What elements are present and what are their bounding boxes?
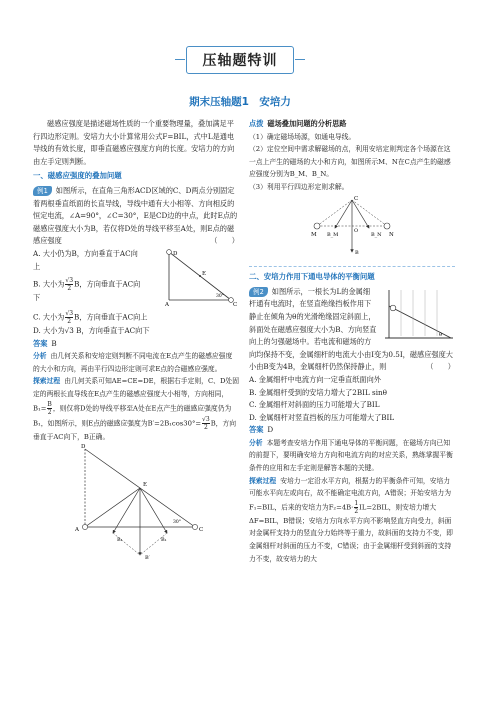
point-label: 点拨 (249, 119, 264, 128)
answer-value: D (267, 425, 274, 435)
right-column (249, 118, 455, 565)
label-angle: 30° (173, 520, 181, 526)
explore-label: 探索过程 (249, 476, 277, 485)
page-banner: 压轴题特训 (186, 46, 294, 74)
fraction (65, 277, 73, 292)
fraction-numerator: √3 (65, 309, 74, 317)
fraction-numerator: B (47, 400, 52, 408)
example-2-block (249, 286, 455, 374)
point-step-2: （2）定位空间中需求解磁场的点，利用安培定则判定各个场源在这一点上产生的磁场的大小和方向，如图所示M、N在C点产生的磁感应强度分别为B_M、B_N。 (249, 145, 451, 179)
analysis-paragraph (249, 437, 455, 475)
explore-paragraph (33, 375, 239, 443)
label-d: D (173, 250, 178, 257)
label-a: A (165, 301, 169, 308)
option-b (33, 277, 143, 305)
fraction-denominator: 2 (203, 423, 208, 431)
point-step-1: （1）确定磁场场源，如通电导线。 (249, 132, 356, 141)
option-c-prefix: C. 大小为 (33, 312, 65, 322)
explore-text-3: B，方向垂直于AC向下，B正确。 (33, 419, 237, 441)
option-a: A. 大小仍为B，方向垂直于AC向上 (33, 248, 138, 271)
option-c-suffix: B，方向垂直于AC向上 (74, 312, 148, 322)
answer-value: B (51, 338, 57, 348)
fraction-denominator: 2 (67, 285, 72, 293)
explore-text-1: 安培力一定沿水平方向，根据力的平衡条件可知，安培力可能水平向左或向右，故不能确定电流方向，A错误；开始安培力为F₁=BIL，后来的安培力为F₂=4B· (249, 476, 452, 512)
explore-text-2: IL=2BIL，则安培力增大ΔF=BIL，B错误；安培力方向水平方向不影响竖直方向受力，斜面对金属杆支持力的竖直分力始终等于重力，故斜面的支持力不变，即金属细杆对斜面的压力不变，C错误；由于金属细杆受到斜面的支持力不变，故安培力的大 (249, 503, 453, 563)
intro-paragraph: 磁感应强度是描述磁场性质的一个重要物理量，叠加满足平行四边形定则。安培力大小计算常用公式F=BIL，式中L是通电导线的有效长度，即垂直磁感应强度方向的长度。安培力的方向由左手定则判断。 (33, 119, 235, 166)
triangle-figure (161, 248, 239, 308)
label-c: C (199, 527, 204, 534)
option-d: D. 大小为√3 B，方向垂直于AC向下 (33, 325, 150, 335)
analysis-text: 本题考查安培力作用下通电导体的平衡问题，在磁场方向已知的前提下，要明确安培力方向和电流方向的对应关系，熟练掌握平衡条件的应用和左手定则是解答本题的关键。 (249, 438, 453, 473)
section-heading-1: 一、磁感应强度的叠加问题 (33, 171, 122, 181)
option-c: C. 金属细杆对斜面的压力可能增大了BIL (249, 400, 380, 410)
fraction (354, 500, 358, 515)
option-b-suffix: B，方向垂直于AC向下 (33, 279, 141, 303)
fraction (65, 310, 73, 325)
fraction (47, 401, 51, 416)
point-heading (249, 118, 455, 131)
explore-paragraph (249, 475, 455, 566)
page-subtitle: 期末压轴题1 安培力 (189, 96, 291, 108)
label-bn: B_N (371, 231, 382, 238)
analysis-text: 由几何关系和安培定则判断不同电流在E点产生的磁感应强度的大小和方向，再由平行四边形定则可求E点的合磁感应强度。 (33, 352, 233, 373)
explore-text-1: 由几何关系可知AE=CE=DE，根据右手定则，C、D处固定的两根长直导线在E点产生的磁感应强度大小相等，方向相同，B₁= (33, 377, 240, 412)
fraction-numerator: 1 (354, 499, 359, 507)
fraction-numerator: √3 (65, 277, 74, 285)
explore-text-2: ，则仅将D处的导线平移至A处在E点产生的磁感应强度仍为B₁，如图所示，则E点的磁感应强度为B′=2B₁cos30°= (33, 404, 232, 427)
example-text: 如图所示，在直角三角形ACD区域的C、D两点分别固定着两根垂直纸面的长直导线，导线中通有大小相等、方向相反的恒定电流，∠A=90°，∠C=30°，E是CD边的中点，此时E点的磁感应强度大小为B，若仅将D处的导线平移至A处，则E点的磁感应强度 (33, 185, 238, 246)
example-tag: 例1 (33, 186, 52, 196)
label-n: N (389, 231, 394, 238)
label-angle: 30° (216, 293, 224, 299)
point-title: 磁场叠加问题的分析思路 (267, 119, 347, 128)
divider (249, 266, 455, 267)
fraction-denominator: 2 (354, 507, 359, 515)
answer-label: 答案 (249, 425, 264, 435)
superposition-figure (249, 194, 455, 258)
option-b: B. 金属细杆受到的安培力增大了2BIL sinθ (249, 387, 387, 397)
label-m: M (311, 231, 317, 238)
option-block-with-figure (33, 248, 239, 310)
example-tag: 例2 (249, 287, 268, 297)
analysis-label: 分析 (249, 438, 263, 447)
answer-label: 答案 (33, 338, 48, 348)
example-1 (33, 185, 239, 248)
fraction (202, 416, 210, 431)
answer-line (249, 424, 455, 437)
analysis-paragraph (33, 350, 239, 375)
fraction-denominator: 2 (47, 408, 52, 416)
explore-label: 探索过程 (33, 377, 61, 386)
label-b1-right: B₁ (161, 537, 167, 544)
label-c: C (354, 195, 359, 202)
example-text: 如图所示，一根长为L的金属细杆通有电流时，在竖直绝缘挡板作用下静止在倾角为θ的光滑绝缘固定斜面上，斜面处在磁感应强度大小为B、方向竖直向上的匀强磁场中。若电流和磁场的方向均保持不变，金属细杆的电流大小由I变为0.5I，磁感应强度大小由B变为4B，金属细杆仍然保持静止，则 (249, 286, 453, 372)
label-b: B (355, 249, 359, 256)
answer-line (33, 338, 239, 351)
incline-figure (381, 286, 455, 342)
label-e: E (143, 482, 148, 489)
fraction-denominator: 2 (67, 317, 72, 325)
fraction-numerator: √3 (202, 415, 210, 423)
label-theta: θ (439, 331, 443, 338)
option-c (33, 310, 239, 325)
section-heading-2: 二、安培力作用下通电导体的平衡问题 (249, 272, 375, 282)
analysis-label: 分析 (33, 352, 47, 361)
left-column (33, 118, 239, 566)
label-bm: B_M (327, 231, 339, 238)
answer-paren: （ ） (426, 362, 455, 372)
label-c: C (233, 301, 238, 308)
label-e: E (202, 270, 207, 277)
point-step-3: （3）利用平行四边形定则求解。 (249, 182, 349, 191)
option-b-prefix: B. 大小为 (33, 279, 65, 289)
option-a: A. 金属细杆中电流方向一定垂直纸面向外 (249, 374, 381, 384)
label-o: O (354, 227, 359, 234)
label-b1-left: B₁ (117, 537, 123, 544)
label-b-prime: B′ (145, 555, 150, 562)
label-d: D (81, 444, 86, 451)
answer-paren: （ ） (210, 236, 239, 246)
label-a: A (75, 527, 79, 534)
vector-figure (63, 443, 213, 561)
option-d: D. 金属细杆对竖直挡板的压力可能增大了BIL (249, 412, 395, 422)
